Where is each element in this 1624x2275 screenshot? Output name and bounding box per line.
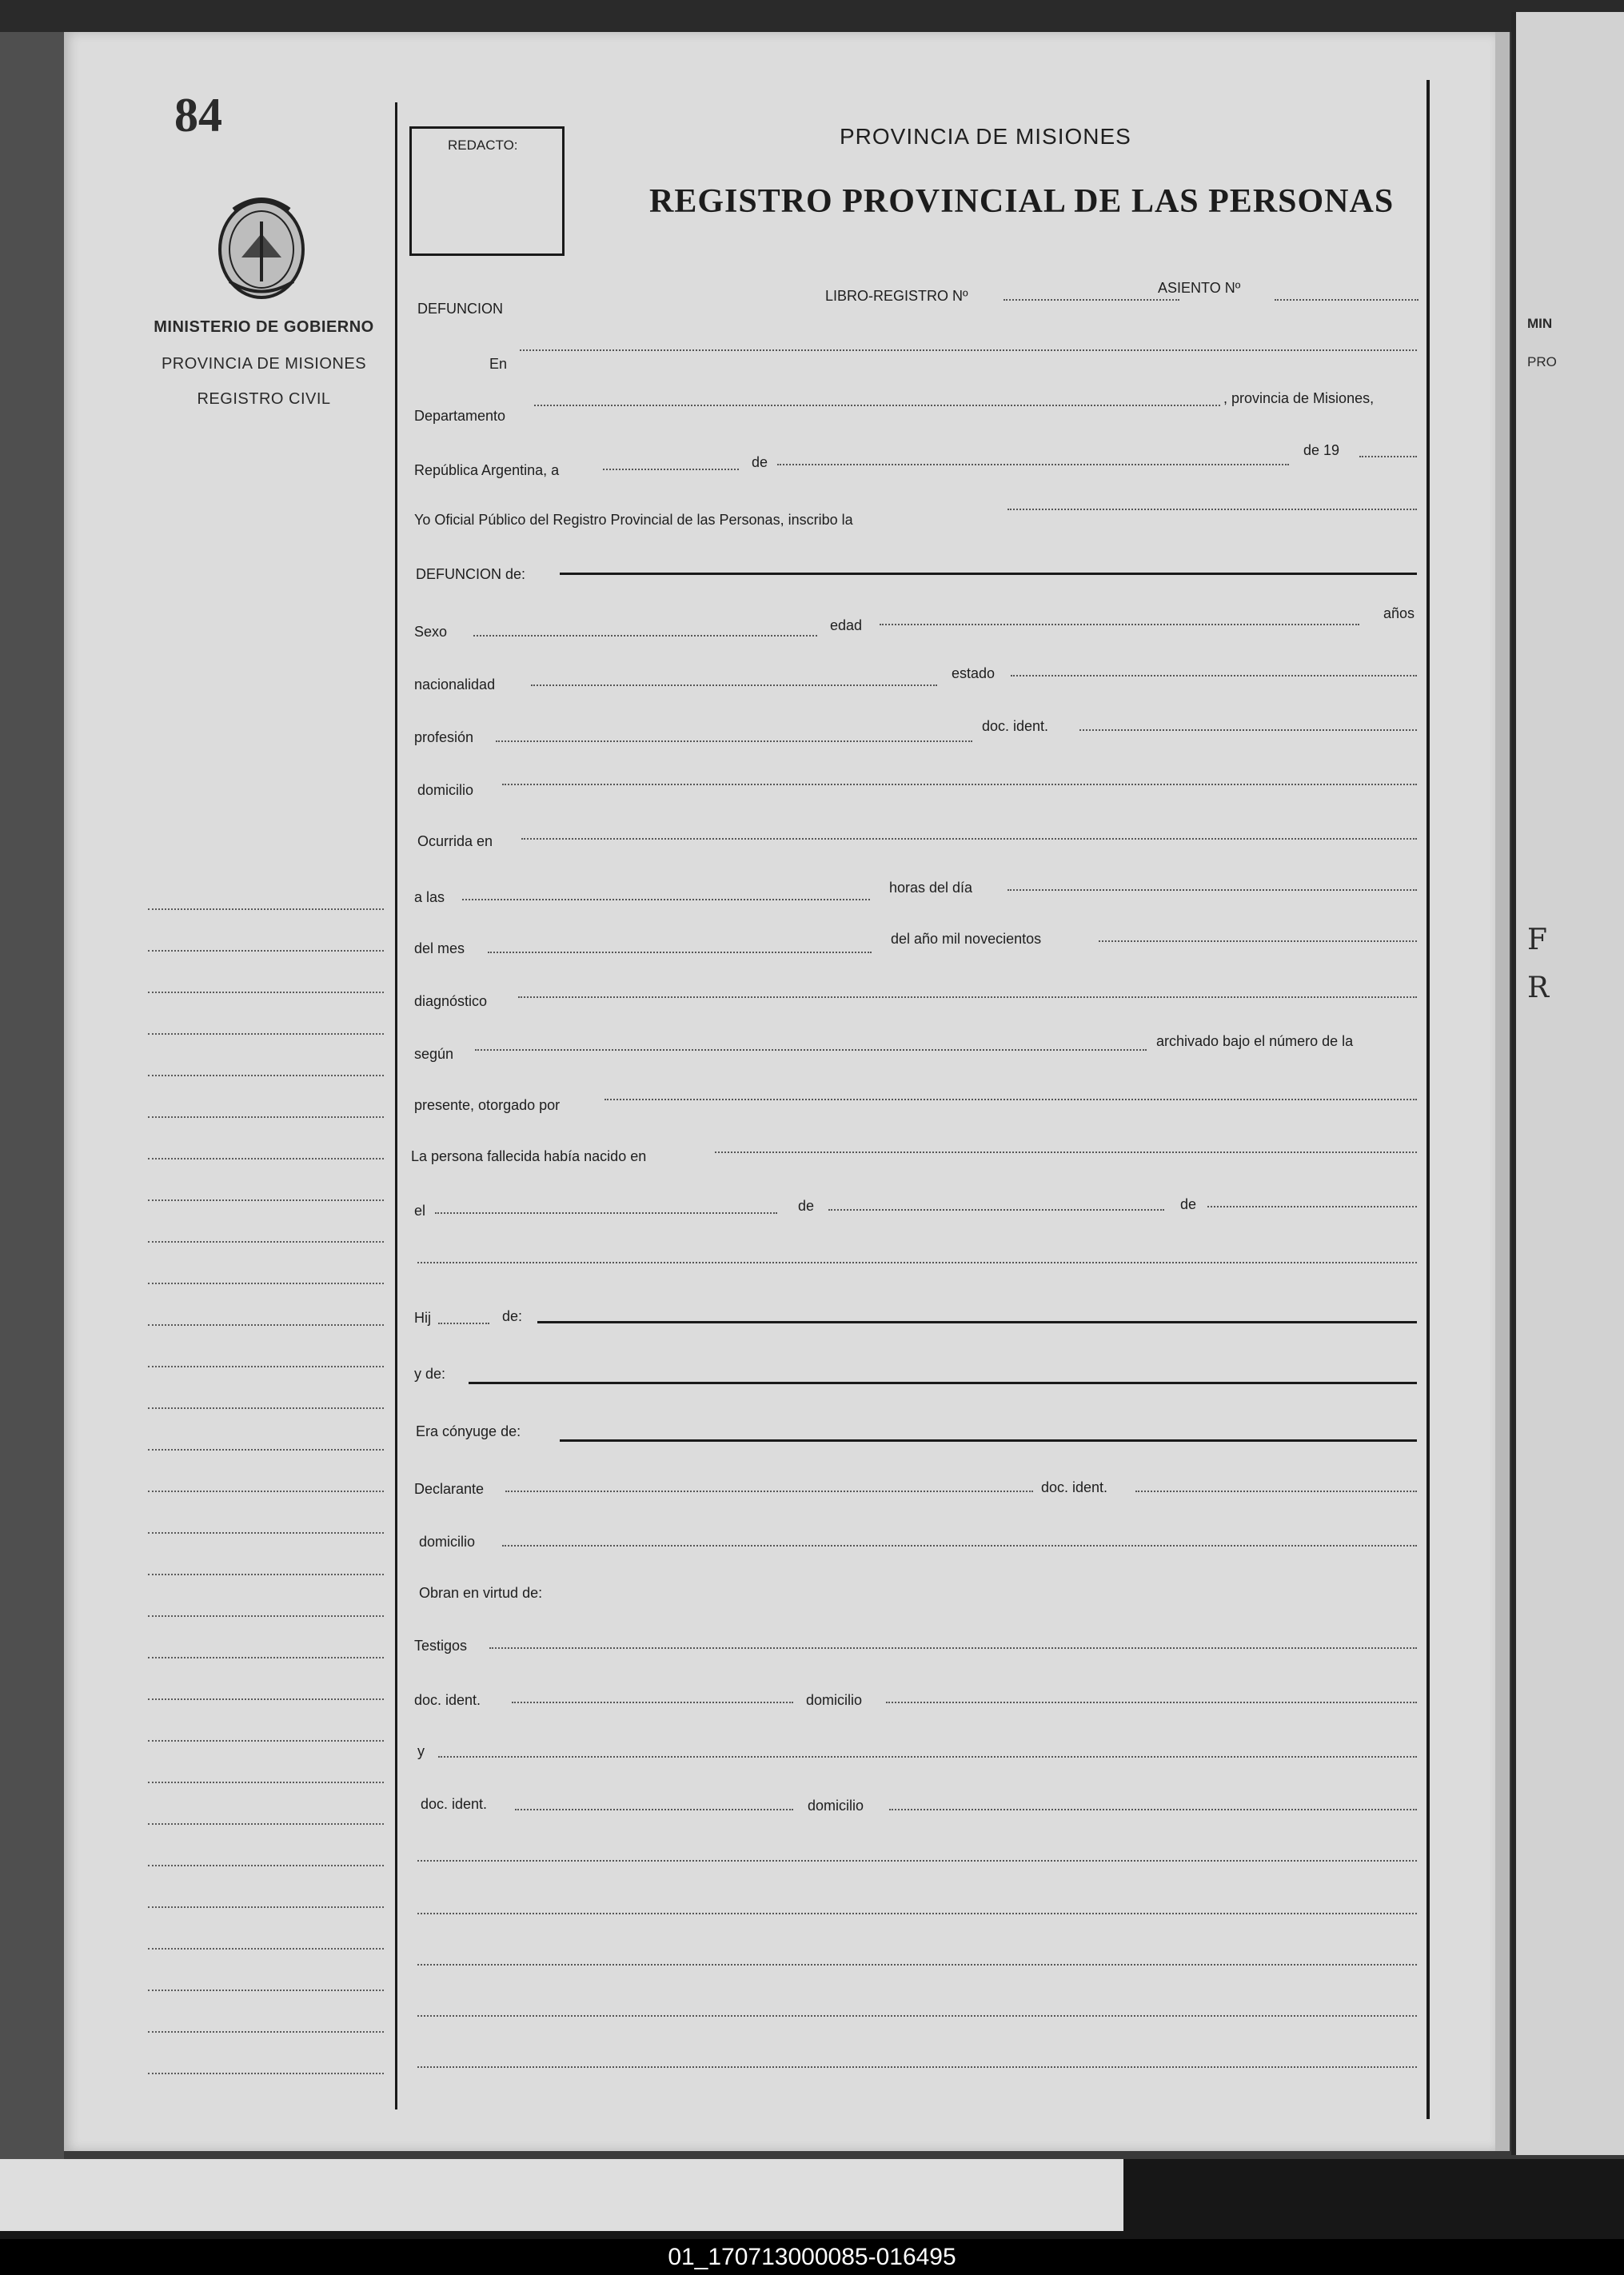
- doc-ident-label-1: doc. ident.: [982, 718, 1049, 734]
- margin-note-line[interactable]: [148, 1657, 384, 1658]
- declarante-label: Declarante: [414, 1481, 485, 1497]
- de-label-3: de: [1180, 1196, 1197, 1212]
- presente-label: presente, otorgado por: [414, 1097, 561, 1113]
- page-number: 84: [174, 89, 222, 142]
- adjacent-page-handwriting-1: F: [1527, 924, 1547, 956]
- yo-oficial-text: Yo Oficial Público del Registro Provincial de las Personas, inscribo la: [414, 512, 853, 528]
- doc-ident-label-2: doc. ident.: [1041, 1479, 1108, 1495]
- asiento-label: ASIENTO Nº: [1158, 280, 1241, 296]
- hij-de-label: de:: [502, 1308, 523, 1324]
- domicilio-label-2: domicilio: [419, 1534, 476, 1550]
- departamento-label: Departamento: [414, 408, 506, 424]
- adjacent-page: [1511, 12, 1624, 2155]
- margin-note-line[interactable]: [148, 1782, 384, 1783]
- margin-rule-right: [1426, 80, 1430, 2119]
- margin-note-line[interactable]: [148, 908, 384, 910]
- nacionalidad-label: nacionalidad: [414, 677, 496, 692]
- edad-label: edad: [830, 617, 863, 633]
- edad-field[interactable]: [880, 624, 1359, 625]
- domicilio-field-1[interactable]: [502, 784, 1417, 785]
- padre-field[interactable]: [537, 1321, 1417, 1323]
- defuncion-de-field[interactable]: [560, 573, 1417, 575]
- margin-note-line[interactable]: [148, 2031, 384, 2033]
- diagnostico-label: diagnóstico: [414, 993, 488, 1009]
- segun-field[interactable]: [475, 1049, 1147, 1051]
- testigos-label: Testigos: [414, 1638, 468, 1654]
- ministry-heading: MINISTERIO DE GOBIERNO: [154, 318, 374, 336]
- margin-note-line[interactable]: [148, 1532, 384, 1534]
- sexo-field[interactable]: [473, 635, 817, 637]
- otorgado-por-field[interactable]: [605, 1099, 1417, 1100]
- margin-note-line[interactable]: [148, 1906, 384, 1908]
- margin-note-line[interactable]: [148, 1865, 384, 1866]
- ano-field[interactable]: [1359, 456, 1417, 457]
- sexo-label: Sexo: [414, 624, 448, 640]
- margin-note-line[interactable]: [148, 2073, 384, 2074]
- testigos-field[interactable]: [489, 1647, 1417, 1649]
- testigo2-doc-ident-field[interactable]: [515, 1809, 793, 1810]
- margin-note-line[interactable]: [148, 1407, 384, 1409]
- profesion-label: profesión: [414, 729, 474, 745]
- estado-field[interactable]: [1011, 675, 1417, 677]
- testigo1-doc-ident-label: doc. ident.: [414, 1692, 481, 1708]
- libro-registro-label: LIBRO-REGISTRO Nº: [825, 288, 968, 304]
- de-label-2: de: [798, 1198, 815, 1214]
- mes-field[interactable]: [777, 464, 1289, 465]
- province-heading: PROVINCIA DE MISIONES: [161, 355, 367, 373]
- mes-ocurrida-field[interactable]: [488, 952, 872, 953]
- y-de-label: y de:: [414, 1366, 446, 1382]
- redacto-label: REDACTO:: [448, 138, 518, 153]
- nacimiento-mes-field[interactable]: [828, 1209, 1164, 1211]
- margin-note-line[interactable]: [148, 1158, 384, 1159]
- margin-note-line[interactable]: [148, 1615, 384, 1617]
- domicilio-label-1: domicilio: [417, 782, 474, 798]
- doc-ident-field-1[interactable]: [1079, 729, 1417, 731]
- republica-label: República Argentina, a: [414, 462, 560, 478]
- body-blank-line[interactable]: [417, 2066, 1417, 2068]
- del-ano-label: del año mil novecientos: [891, 931, 1042, 947]
- testigo1-domicilio-field[interactable]: [886, 1702, 1417, 1703]
- margin-note-line[interactable]: [148, 992, 384, 993]
- form-title: REGISTRO PROVINCIAL DE LAS PERSONAS: [649, 183, 1395, 220]
- nacionalidad-field[interactable]: [531, 684, 937, 686]
- scan-top-edge: [0, 0, 1624, 32]
- margin-note-line[interactable]: [148, 1990, 384, 1991]
- dia-ocurrida-field[interactable]: [1008, 889, 1417, 891]
- margin-note-line[interactable]: [148, 1948, 384, 1950]
- margin-note-line[interactable]: [148, 1199, 384, 1201]
- hij-label: Hij: [414, 1310, 431, 1326]
- scan-bottom-paper: [0, 2159, 1123, 2231]
- hora-field[interactable]: [462, 899, 870, 900]
- horas-del-dia-label: horas del día: [889, 880, 973, 896]
- body-blank-line[interactable]: [417, 2015, 1417, 2017]
- testigo2-domicilio-label: domicilio: [808, 1798, 864, 1814]
- madre-field[interactable]: [469, 1382, 1417, 1384]
- libro-registro-field[interactable]: [1004, 299, 1179, 301]
- margin-note-line[interactable]: [148, 1324, 384, 1326]
- margin-rule-left: [395, 102, 397, 2109]
- margin-note-line[interactable]: [148, 1698, 384, 1700]
- body-blank-line[interactable]: [417, 1964, 1417, 1966]
- margin-note-line[interactable]: [148, 1823, 384, 1825]
- ocurrida-en-label: Ocurrida en: [417, 833, 493, 849]
- provincia-misiones-text: , provincia de Misiones,: [1223, 390, 1375, 406]
- segun-label: según: [414, 1046, 454, 1062]
- margin-note-line[interactable]: [148, 1449, 384, 1451]
- dia-field[interactable]: [603, 469, 739, 470]
- margin-note-line[interactable]: [148, 1116, 384, 1118]
- margin-note-line[interactable]: [148, 950, 384, 952]
- anos-label: años: [1383, 605, 1415, 621]
- margin-note-line[interactable]: [148, 1366, 384, 1367]
- conyuge-label: Era cónyuge de:: [416, 1423, 521, 1439]
- del-mes-label: del mes: [414, 940, 465, 956]
- testigo1-domicilio-label: domicilio: [806, 1692, 863, 1708]
- en-label: En: [489, 356, 508, 372]
- de-19-label: de 19: [1303, 442, 1340, 458]
- de-label-1: de: [752, 454, 768, 470]
- adjacent-page-ministry-fragment: MIN: [1527, 316, 1553, 331]
- margin-note-line[interactable]: [148, 1033, 384, 1035]
- nacido-en-field[interactable]: [715, 1151, 1417, 1153]
- profesion-field[interactable]: [496, 740, 972, 742]
- margin-note-line[interactable]: [148, 1574, 384, 1575]
- testigo2-domicilio-field[interactable]: [889, 1809, 1417, 1810]
- defuncion-de-label: DEFUNCION de:: [416, 566, 526, 582]
- ocurrida-en-field[interactable]: [521, 838, 1417, 840]
- image-caption: 01_170713000085-016495: [668, 2244, 956, 2270]
- departamento-field[interactable]: [534, 405, 1220, 406]
- nacido-en-label: La persona fallecida había nacido en: [411, 1148, 647, 1164]
- domicilio-field-2[interactable]: [502, 1545, 1417, 1547]
- margin-note-line[interactable]: [148, 1283, 384, 1284]
- conyuge-field[interactable]: [560, 1439, 1417, 1442]
- diagnostico-field[interactable]: [518, 996, 1417, 998]
- margin-note-line[interactable]: [148, 1241, 384, 1243]
- margin-note-line[interactable]: [148, 1740, 384, 1742]
- nacimiento-ano-field[interactable]: [1207, 1206, 1417, 1207]
- obran-label: Obran en virtud de:: [419, 1585, 543, 1601]
- inscribo-field[interactable]: [1008, 509, 1417, 510]
- provincial-crest-icon: [209, 186, 313, 305]
- declarante-field[interactable]: [505, 1491, 1033, 1492]
- testigo2-field[interactable]: [438, 1756, 1417, 1758]
- body-blank-line[interactable]: [417, 1860, 1417, 1862]
- y-label: y: [417, 1743, 425, 1759]
- en-field[interactable]: [520, 349, 1417, 351]
- form-province-heading: PROVINCIA DE MISIONES: [840, 124, 1131, 149]
- margin-note-line[interactable]: [148, 1491, 384, 1492]
- estado-label: estado: [952, 665, 996, 681]
- testigo2-doc-ident-label: doc. ident.: [421, 1796, 488, 1812]
- body-blank-line[interactable]: [417, 1913, 1417, 1914]
- blank-line[interactable]: [417, 1262, 1417, 1263]
- doc-ident-field-2[interactable]: [1135, 1491, 1417, 1492]
- nacimiento-dia-field[interactable]: [435, 1212, 777, 1214]
- defuncion-label: DEFUNCION: [417, 301, 503, 317]
- hij-suffix-field[interactable]: [438, 1323, 489, 1324]
- asiento-field[interactable]: [1275, 299, 1419, 301]
- el-label: el: [414, 1203, 426, 1219]
- book-binding-left: [0, 32, 64, 2159]
- civil-registry-heading: REGISTRO CIVIL: [197, 390, 331, 408]
- archivado-text: archivado bajo el número de la: [1156, 1033, 1354, 1049]
- a-las-label: a las: [414, 889, 445, 905]
- testigo1-doc-ident-field[interactable]: [512, 1702, 793, 1703]
- ano-ocurrida-field[interactable]: [1099, 940, 1417, 942]
- adjacent-page-province-fragment: PRO: [1527, 354, 1557, 369]
- adjacent-page-handwriting-2: R: [1527, 972, 1550, 1004]
- margin-note-line[interactable]: [148, 1075, 384, 1076]
